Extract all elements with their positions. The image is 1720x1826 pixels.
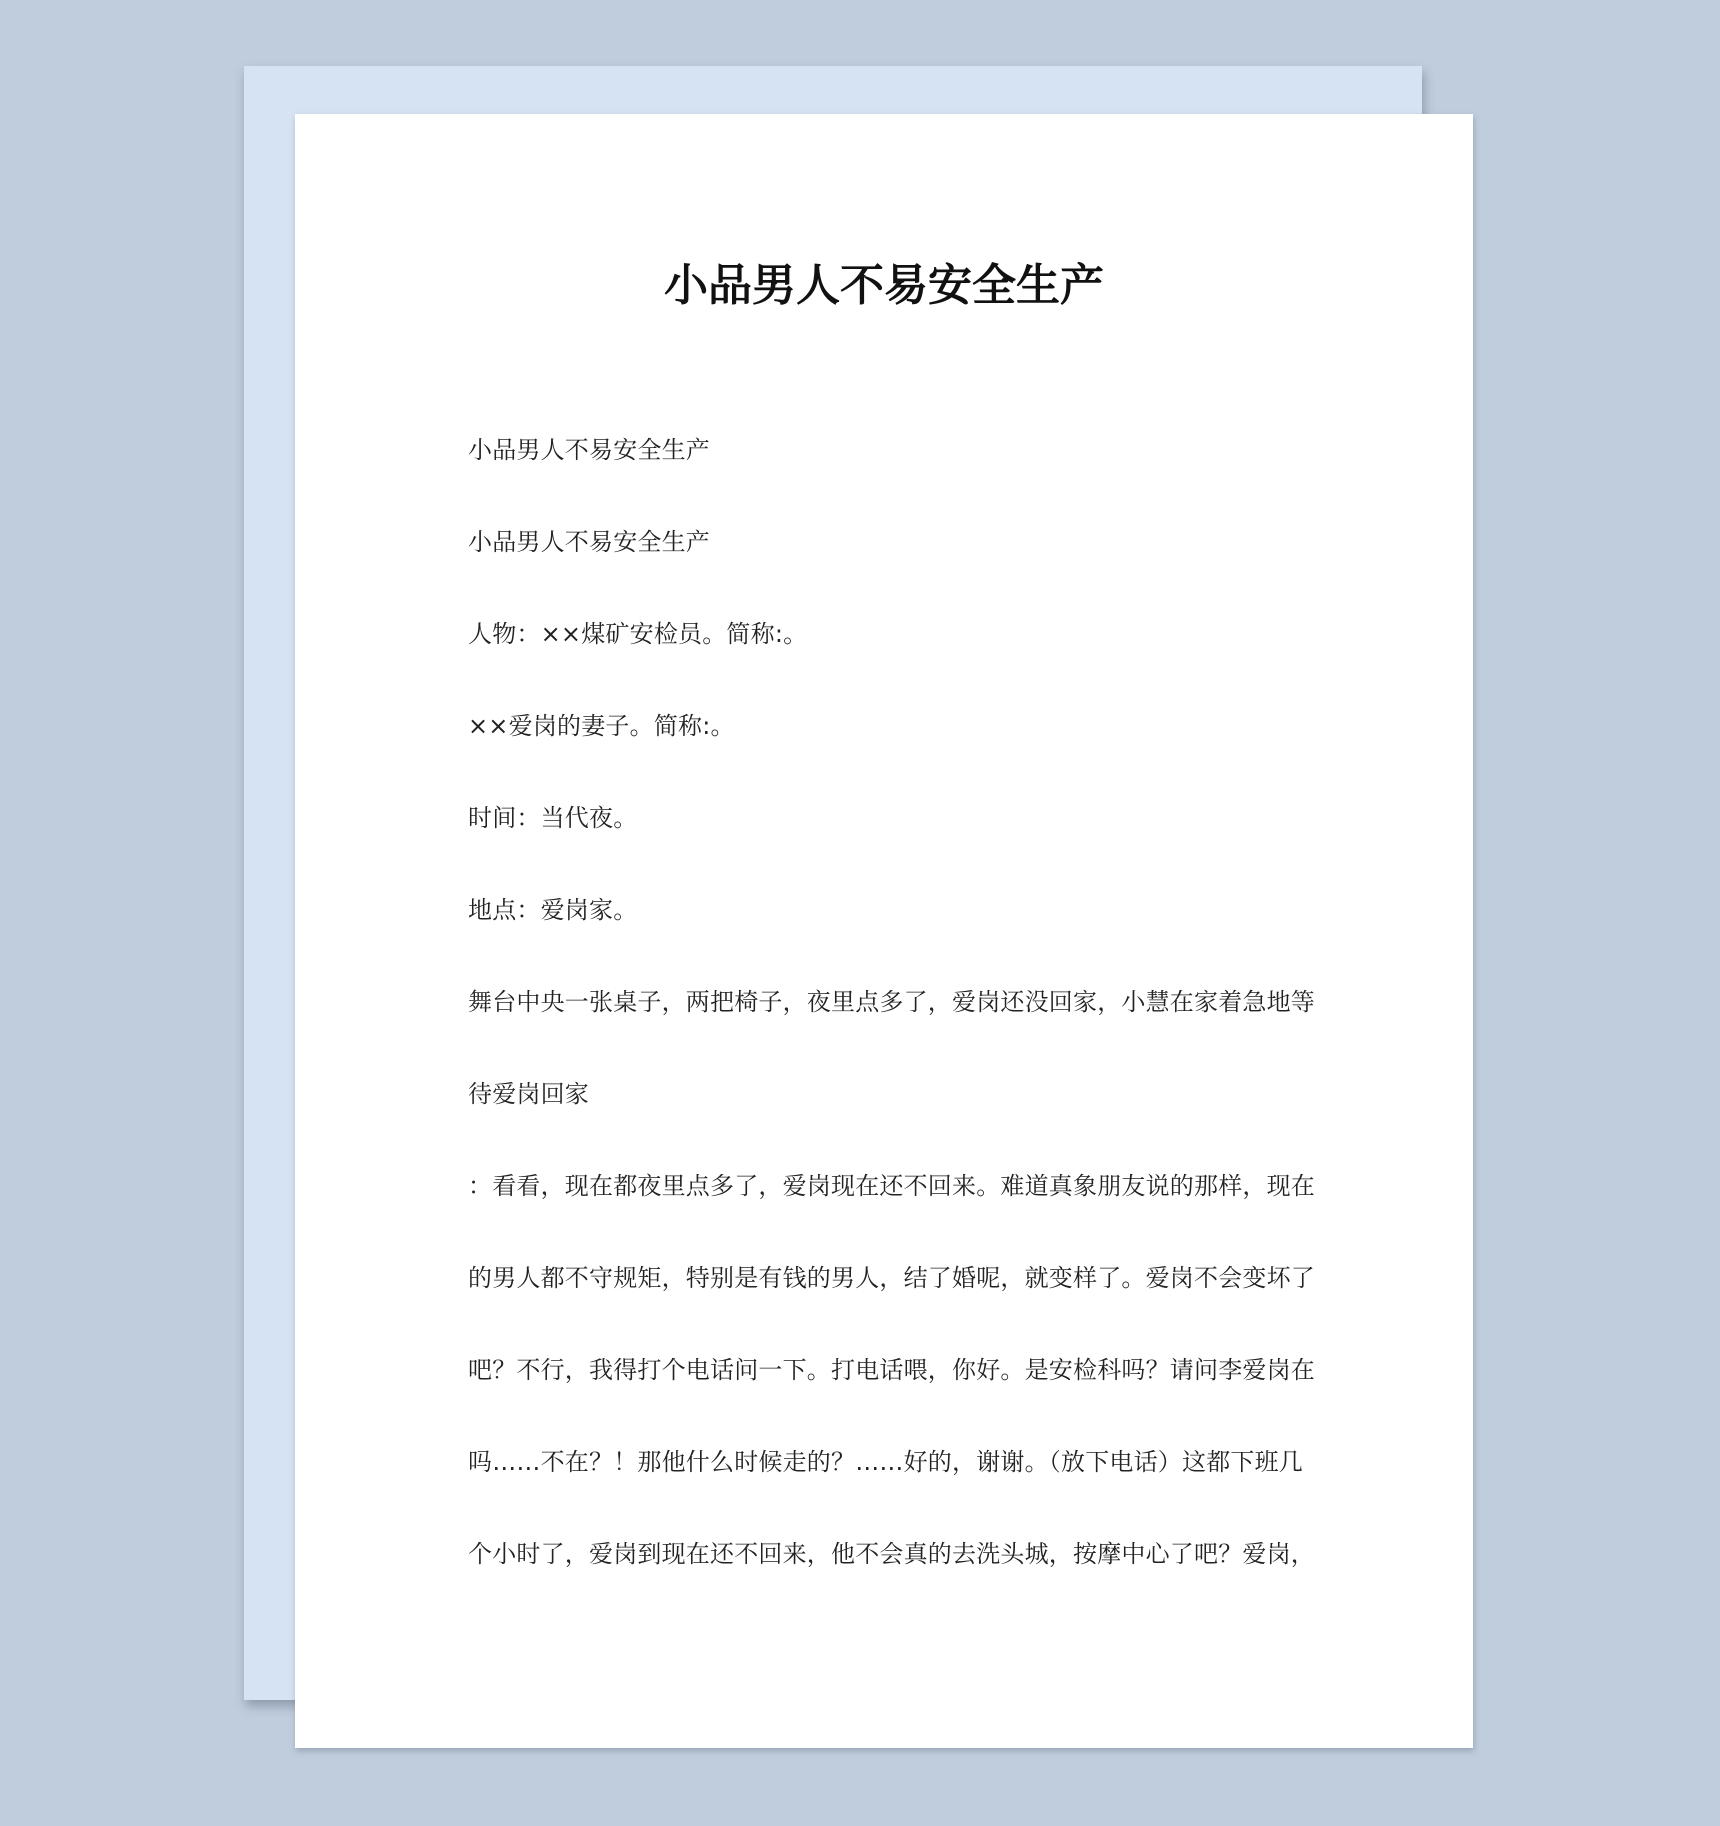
- text-line: 时间：当代夜。: [468, 804, 638, 832]
- text-line: ：看看，现在都夜里点多了，爱岗现在还不回来。难道真象朋友说的那样，现在: [468, 1172, 1315, 1200]
- text-line: 的男人都不守规矩，特别是有钱的男人，结了婚呢，就变样了。爱岗不会变坏了: [468, 1264, 1315, 1292]
- text-line: 人物：××煤矿安检员。简称:。: [468, 620, 808, 648]
- text-line: 舞台中央一张桌子，两把椅子，夜里点多了，爱岗还没回家，小慧在家着急地等: [468, 988, 1315, 1016]
- document-title: 小品男人不易安全生产: [664, 260, 1104, 311]
- text-line: 吧？不行，我得打个电话问一下。打电话喂，你好。是安检科吗？请问李爱岗在: [468, 1356, 1315, 1384]
- text-line: 小品男人不易安全生产: [468, 436, 710, 464]
- text-line: 小品男人不易安全生产: [468, 528, 710, 556]
- text-line: 吗……不在？！那他什么时候走的？……好的，谢谢。（放下电话）这都下班几: [468, 1448, 1303, 1476]
- text-line: 个小时了，爱岗到现在还不回来，他不会真的去洗头城，按摩中心了吧？爱岗，: [468, 1540, 1315, 1568]
- text-line: ××爱岗的妻子。简称:。: [468, 712, 735, 740]
- document-page: [295, 114, 1473, 1748]
- text-line: 待爱岗回家: [468, 1080, 589, 1108]
- text-line: 地点：爱岗家。: [468, 896, 638, 924]
- document-body: [468, 416, 1315, 1612]
